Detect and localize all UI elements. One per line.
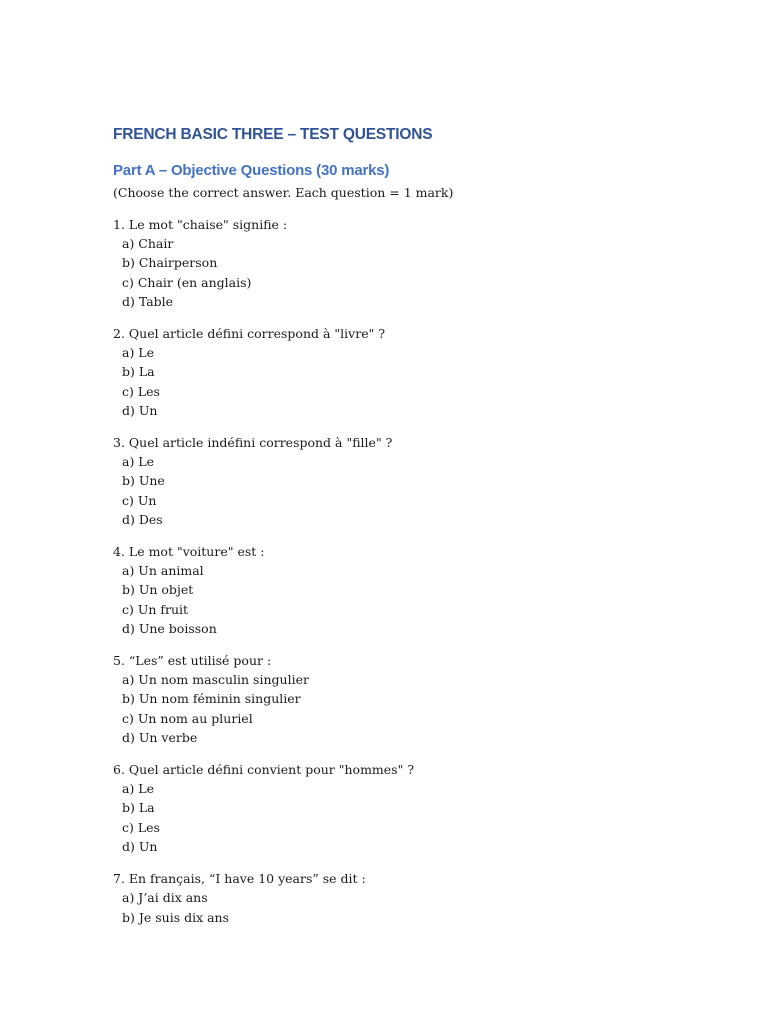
answer-option: a) Chair — [122, 236, 174, 252]
answer-option: a) Le — [122, 345, 155, 361]
answer-option: c) Un nom au pluriel — [122, 710, 253, 726]
answer-option: b) Un objet — [122, 582, 194, 598]
answer-option: c) Les — [122, 819, 160, 835]
answer-option: d) Un — [122, 838, 158, 854]
answer-option: a) J’ai dix ans — [122, 890, 208, 906]
answer-option: d) Un verbe — [122, 729, 198, 745]
question-text: 2. Quel article défini correspond à "livre" ? — [113, 326, 386, 342]
document-page — [113, 124, 713, 927]
answer-option: d) Un — [122, 402, 158, 418]
answer-option: d) Table — [122, 293, 174, 309]
question-text: 1. Le mot "chaise" signifie : — [113, 217, 288, 232]
answer-option: b) Chairperson — [122, 255, 218, 271]
question-text: 5. “Les” est utilisé pour : — [113, 653, 272, 669]
document-title: FRENCH BASIC THREE – TEST QUESTIONS — [113, 126, 433, 143]
part-a-instructions: (Choose the correct answer. Each question = 1 mark) — [113, 185, 454, 200]
question-text: 4. Le mot "voiture" est : — [113, 544, 265, 560]
answer-option: b) Je suis dix ans — [122, 909, 230, 925]
answer-option: c) Chair (en anglais) — [122, 274, 252, 290]
answer-option: a) Le — [122, 781, 155, 797]
question-3 — [113, 433, 713, 529]
answer-option: d) Une boisson — [122, 620, 217, 636]
answer-option: c) Les — [122, 383, 160, 399]
answer-option: a) Un nom masculin singulier — [122, 672, 309, 688]
answer-option: c) Un fruit — [122, 601, 189, 617]
question-text: 7. En français, “I have 10 years” se dit : — [113, 871, 366, 887]
answer-option: d) Des — [122, 511, 163, 527]
answer-option: a) Le — [122, 454, 155, 470]
question-6 — [113, 760, 713, 856]
answer-option: b) Une — [122, 473, 165, 489]
question-7 — [113, 869, 713, 927]
answer-option: b) La — [122, 364, 155, 380]
answer-option: a) Un animal — [122, 563, 204, 579]
part-a-heading: Part A – Objective Questions (30 marks) — [113, 162, 390, 179]
question-1 — [113, 215, 713, 311]
question-text: 6. Quel article défini convient pour "hommes" ? — [113, 762, 415, 778]
question-4 — [113, 542, 713, 638]
question-2 — [113, 324, 713, 420]
answer-option: b) La — [122, 800, 155, 816]
question-5 — [113, 651, 713, 747]
answer-option: c) Un — [122, 492, 157, 508]
question-text: 3. Quel article indéfini correspond à "fille" ? — [113, 435, 393, 451]
answer-option: b) Un nom féminin singulier — [122, 691, 301, 707]
